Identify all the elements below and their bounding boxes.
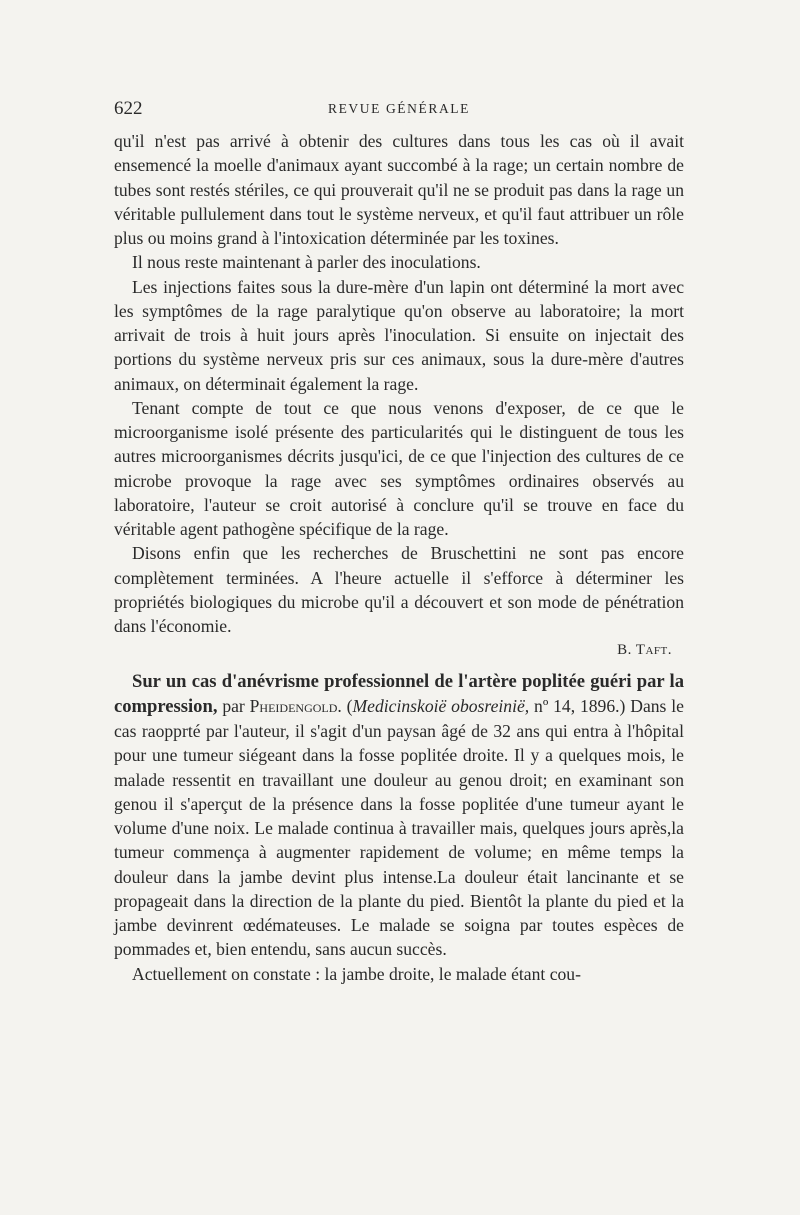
journal-name: Medicinskoië obosreinië, — [352, 695, 530, 716]
running-head: REVUE GÉNÉRALE — [327, 101, 470, 116]
citation-open: ( — [346, 695, 353, 716]
article-title: Sur un cas d'anévrisme professionnel de l'artère poplitée guéri par la compression, — [114, 670, 684, 717]
paragraph-inoculations: Il nous reste maintenant à parler des inoculations. — [132, 252, 481, 273]
article-author: Pheidengold. — [249, 695, 342, 716]
paragraph-continuation: qu'il n'est pas arrivé à obtenir des cultures dans tous les cas où il avait ensemencé la moelle d'animaux ayant succombé à la rage; un certain nombre de tubes sont restés stériles, ce qui prouverait qu'il ne se produit pas dans la rage un véritable pullulement dans tout le système nerveux, et qu'il faut attribuer un rôle plus ou moins grand à l'intoxication déterminée par les toxines. — [114, 131, 684, 248]
article-by: par — [222, 695, 245, 716]
paragraph-conclusion: Tenant compte de tout ce que nous venons d'exposer, de ce que le microorganisme isolé présente des particularités qui le distinguent de tous les autres microorganismes décrits jusqu'ici, de ce que l'injection des cultures de ce microbe provoque la rage avec ses symptômes ordinaires observés au laboratoire, l'auteur se croit autorisé à conclure qu'il se trouve en face du véritable agent pathogène spécifique de la rage. — [114, 397, 684, 539]
article-last-paragraph: Actuellement on constate : la jambe droite, le malade étant cou- — [132, 963, 581, 984]
page-body — [114, 129, 684, 986]
article-paragraph — [114, 669, 684, 962]
signature-text: B. Taft. — [617, 642, 672, 659]
paragraph-final: Disons enfin que les recherches de Bruschettini ne sont pas encore complètement terminées. A l'heure actuelle il s'efforce à déterminer les propriétés biologiques du microbe qu'il a découvert et son mode de pénétration dans l'économie. — [114, 543, 684, 636]
article-body: Dans le cas raopprté par l'auteur, il s'agit d'un paysan âgé de 32 ans qui entra à l'hôpital pour une tumeur siégeant dans la fosse poplitée droite. Il y a quelques mois, le malade ressentit en travaillant une douleur au genou droit; en examinant son genou il s'aperçut de la présence dans la fosse poplitée d'une tumeur ayant le volume d'une noix. Le malade continua à travailler mais, quelques jours après,la tumeur commença à augmenter rapidement de volume; en même temps la douleur dans la jambe devint plus intense.La douleur était lancinante et se propageait dans la direction de la plante du pied. Bientôt la plante du pied et la jambe devinrent œdémateuses. Le malade se soigna par toutes espèces de pommades et, bien entendu, sans aucun succès. — [114, 695, 684, 960]
page-header — [114, 98, 684, 122]
page-number: 622 — [114, 98, 143, 119]
journal-issue: nº 14, 1896.) — [534, 695, 626, 716]
author-signature — [114, 638, 684, 662]
paragraph-injections: Les injections faites sous la dure-mère d'un lapin ont déterminé la mort avec les symptômes de la rage paralytique qu'on observe au laboratoire; la mort arrivait de trois à huit jours après l'inoculation. Si ensuite on injectait des portions du système nerveux pris sur ces animaux, sous la dure-mère d'autres animaux, on déterminait également la rage. — [114, 276, 684, 394]
